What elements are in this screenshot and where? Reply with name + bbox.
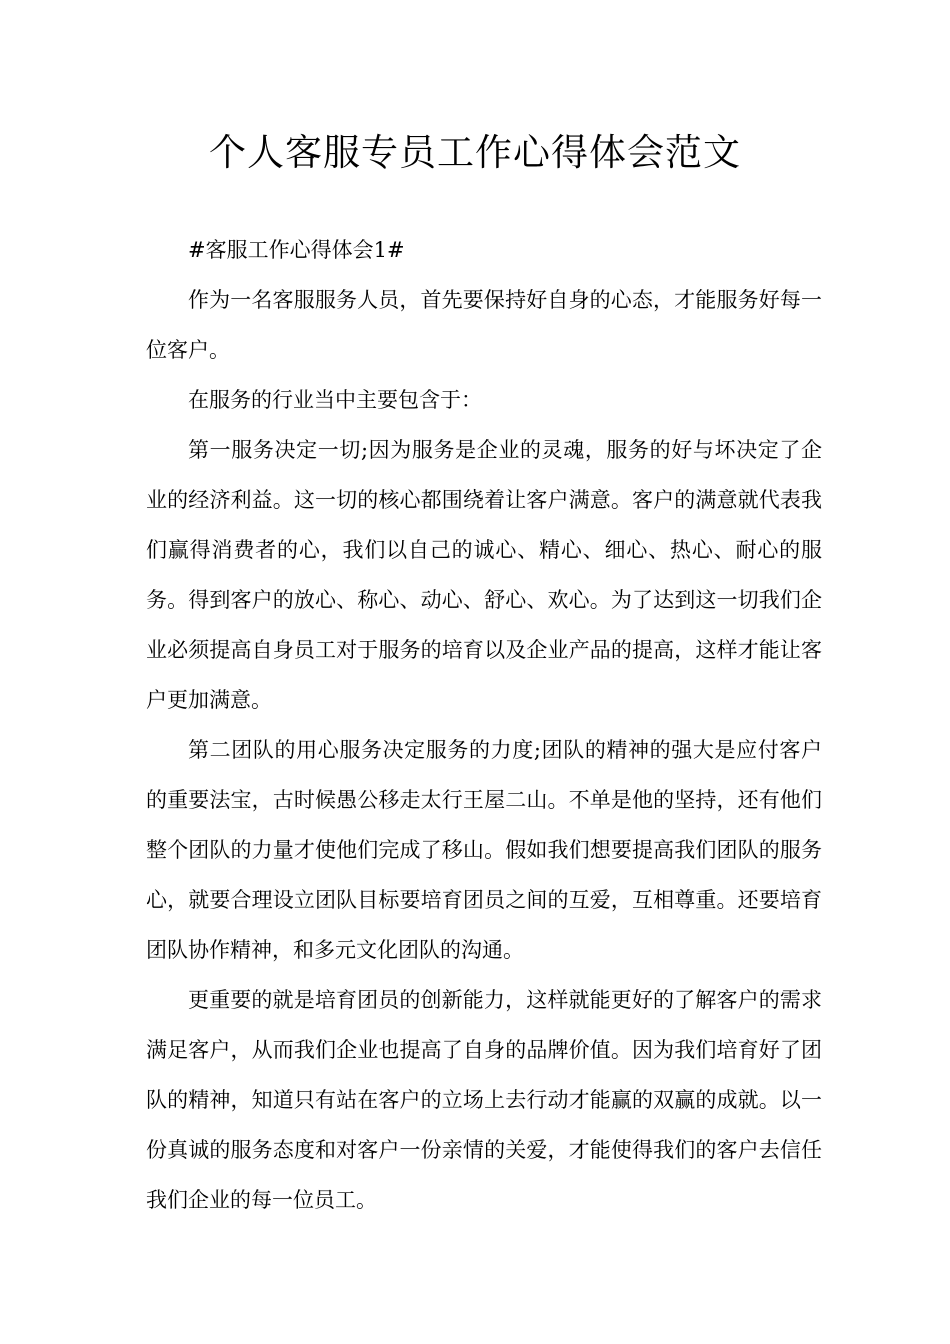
paragraph-intro: 作为一名客服服务人员，首先要保持好自身的心态，才能服务好每一位客户。 xyxy=(146,288,822,362)
paragraph-conclusion: 更重要的就是培育团员的创新能力，这样就能更好的了解客户的需求满足客户，从而我们企业也提高了自身的品牌价值。因为我们培育好了团队的精神，知道只有站在客户的立场上去行动才能赢的双赢的成就。以一份真诚的服务态度和对客户一份亲情的关爱，才能使得我们的客户去信任我们企业的每一位员工。 xyxy=(146,988,822,1212)
paragraph-first-point: 第一服务决定一切;因为服务是企业的灵魂，服务的好与坏决定了企业的经济利益。这一切的核心都围绕着让客户满意。客户的满意就代表我们赢得消费者的心，我们以自己的诚心、精心、细心、热心、耐心的服务。得到客户的放心、称心、动心、舒心、欢心。为了达到这一切我们企业必须提高自身员工对于服务的培育以及企业产品的提高，这样才能让客户更加满意。 xyxy=(146,438,822,712)
paragraph-lead: 在服务的行业当中主要包含于： xyxy=(188,388,482,412)
paragraph-second-point: 第二团队的用心服务决定服务的力度;团队的精神的强大是应付客户的重要法宝，古时候愚公移走太行王屋二山。不单是他的坚持，还有他们整个团队的力量才使他们完成了移山。假如我们想要提高我们团队的服务心，就要合理设立团队目标要培育团员之间的互爱，互相尊重。还要培育团队协作精神，和多元文化团队的沟通。 xyxy=(146,738,822,962)
section-heading: #客服工作心得体会1# xyxy=(188,238,405,262)
document-title: 个人客服专员工作心得体会范文 xyxy=(209,131,741,174)
document-body xyxy=(146,225,822,1225)
